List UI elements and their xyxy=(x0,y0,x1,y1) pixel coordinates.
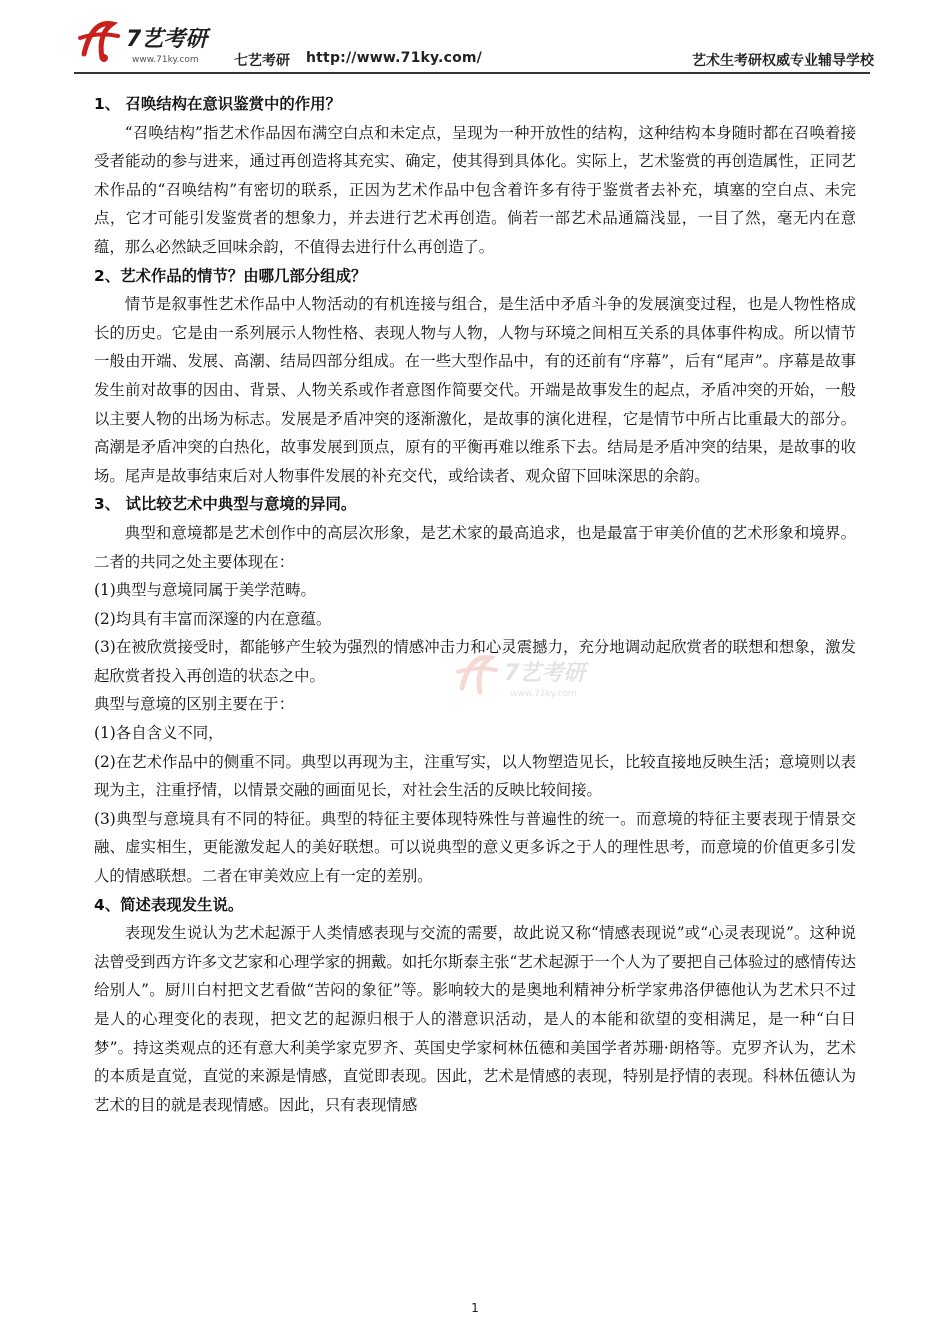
site-name: 七艺考研 xyxy=(234,53,290,69)
watermark-url: www.71ky.com xyxy=(510,689,577,699)
watermark-text: 7艺考研 xyxy=(504,661,586,686)
page-number: 1 xyxy=(471,1301,479,1315)
similarity-3: (3)在被欣赏接受时，都能够产生较为强烈的情感冲击力和心灵震撼力，充分地调动起欣赏者的联想和想象，激发起欣赏者投入再创造的状态之中。 xyxy=(94,638,856,685)
question-1-answer: “召唤结构”指艺术作品因布满空白点和未定点，呈现为一种开放性的结构，这种结构本身随时都在召唤着接受者能动的参与进来，通过再创造将其充实、确定，使其得到具体化。实际上，艺术鉴赏的再创造属性，正同艺术作品的“召唤结构”有密切的联系，正因为艺术作品中包含着许多有待于鉴赏者去补充，填塞的空白点、未完点，它才可能引发鉴赏者的想象力，并去进行艺术再创造。倘若一部艺术品通篇浅显，一目了然，毫无内在意蕴，那么必然缺乏回味余韵，不值得去进行什么再创造了。 xyxy=(94,123,856,256)
header-slogan: 艺术生考研权威专业辅导学校 xyxy=(692,53,874,69)
question-2-title: 2、艺术作品的情节？由哪几部分组成？ xyxy=(94,266,367,285)
logo-text: 7艺考研 xyxy=(126,27,208,52)
question-4-answer: 表现发生说认为艺术起源于人类情感表现与交流的需要，故此说又称“情感表现说”或“心灵表现说”。这种说法曾受到西方许多文艺家和心理学家的拥戴。如托尔斯泰主张“艺术起源于一个人为了要把自己体验过的感情传达给别人”。厨川白村把文艺看做“苦闷的象征”等。影响较大的是奥地利精神分析学家弗洛伊德他认为艺术只不过是人的心理变化的表现，把文艺的起源归根于人的潜意识活动，是人的本能和欲望的变相满足，是一种“白日梦”。持这类观点的还有意大利美学家克罗齐、英国史学家柯林伍德和美国学者苏珊·朗格等。克罗齐认为，艺术的本质是直觉，直觉的来源是情感，直觉即表现。因此，艺术是情感的表现，特别是抒情的表现。科林伍德认为艺术的目的就是表现情感。因此，只有表现情感 xyxy=(94,924,857,1114)
difference-1: (1)各自含义不同， xyxy=(94,724,224,743)
document-body xyxy=(94,90,856,1119)
difference-intro: 典型与意境的区别主要在于： xyxy=(94,695,295,714)
question-1-title: 1、 召唤结构在意识鉴赏中的作用？ xyxy=(94,95,341,113)
question-3-intro: 典型和意境都是艺术创作中的高层次形象，是艺术家的最高追求，也是最富于审美价值的艺术形象和境界。二者的共同之处主要体现在： xyxy=(94,523,856,571)
similarity-2: (2)均具有丰富而深邃的内在意蕴。 xyxy=(94,609,332,628)
site-url[interactable]: http://www.71ky.com/ xyxy=(306,50,482,66)
difference-3: (3)典型与意境具有不同的特征。典型的特征主要体现特殊性与普遍性的统一。而意境的特征主要表现于情景交融、虚实相生，更能激发起人的美好联想。可以说典型的意义更多诉之于人的理性思考，而意境的价值更多引发人的情感联想。二者在审美效应上有一定的差别。 xyxy=(94,809,856,886)
logo-icon xyxy=(74,14,234,68)
difference-2: (2)在艺术作品中的侧重不同。典型以再现为主，注重写实，以人物塑造见长，比较直接地反映生活；意境则以表现为主，注重抒情，以情景交融的画面见长，对社会生活的反映比较间接。 xyxy=(94,752,856,800)
header-divider xyxy=(74,72,870,74)
logo-url: www.71ky.com xyxy=(132,55,199,65)
question-4-title: 4、简述表现发生说。 xyxy=(94,895,244,914)
page-header xyxy=(74,14,874,70)
similarity-1: (1)典型与意境同属于美学范畴。 xyxy=(94,581,316,600)
question-2-answer: 情节是叙事性艺术作品中人物活动的有机连接与组合，是生活中矛盾斗争的发展演变过程，也是人物性格成长的历史。它是由一系列展示人物性格、表现人物与人物，人物与环境之间相互关系的具体事件构成。所以情节一般由开端、发展、高潮、结局四部分组成。在一些大型作品中，有的还前有“序幕”，后有“尾声”。序幕是故事发生前对故事的因由、背景、人物关系或作者意图作简要交代。开端是故事发生的起点，矛盾冲突的开始，一般以主要人物的出场为标志。发展是矛盾冲突的逐渐激化，是故事的演化进程，它是情节中所占比重最大的部分。高潮是矛盾冲突的白热化，故事发展到顶点，原有的平衡再难以维系下去。结局是矛盾冲突的结果，是故事的收场。尾声是故事结束后对人物事件发展的补充交代，或给读者、观众留下回味深思的余韵。 xyxy=(94,295,856,485)
question-3-title: 3、 试比较艺术中典型与意境的异同。 xyxy=(94,495,357,514)
